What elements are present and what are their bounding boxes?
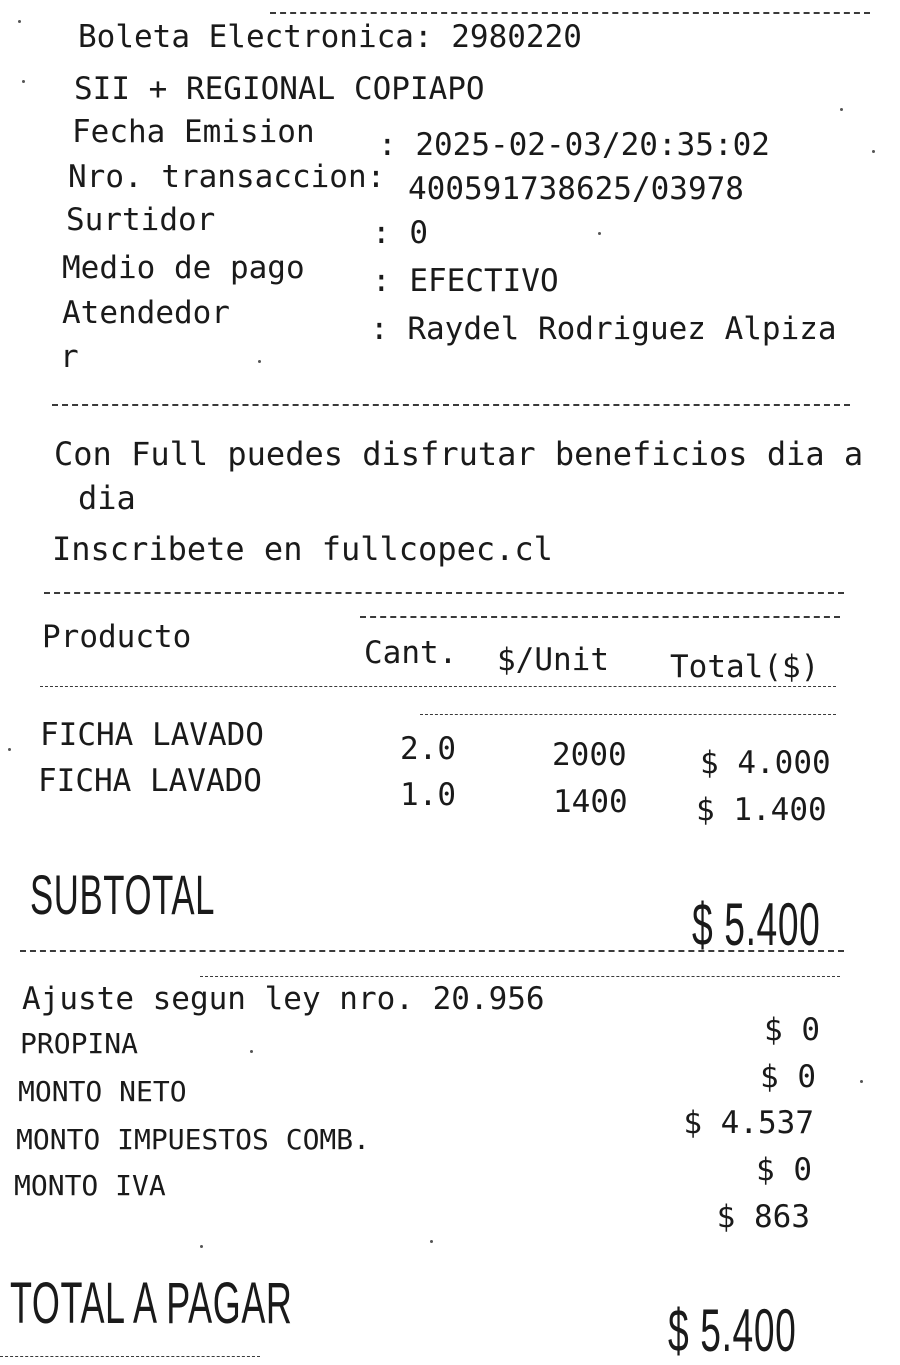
row-producto: FICHA LAVADO (40, 717, 264, 753)
transaccion-value: 400591738625/03978 (408, 171, 744, 207)
monto-iva-label: MONTO IVA (14, 1169, 166, 1202)
separator-3b (200, 976, 840, 977)
ajuste-label: Ajuste segun ley nro. 20.956 (22, 981, 545, 1017)
print-speck (598, 232, 601, 235)
adjust-value: $ 0 (756, 1152, 812, 1188)
print-speck (200, 1245, 203, 1248)
col-total: Total($) (670, 649, 820, 685)
row-cant: 2.0 (400, 731, 456, 767)
print-speck (8, 748, 11, 751)
adjust-value: $ 0 (764, 1012, 820, 1048)
separator-2b (360, 616, 840, 618)
row-producto: FICHA LAVADO (38, 763, 262, 799)
print-speck (840, 108, 843, 111)
print-speck (258, 360, 261, 363)
adjust-value: $ 0 (760, 1059, 816, 1095)
promo-line-wrap: dia (78, 479, 136, 517)
atendedor-wrap: r (60, 339, 79, 375)
promo-signup: Inscribete en fullcopec.cl (52, 530, 553, 568)
total-label: TOTAL A PAGAR (10, 1271, 293, 1336)
sii-office: SII + REGIONAL COPIAPO (74, 71, 485, 107)
separator-1 (52, 404, 850, 406)
monto-neto-label: MONTO NETO (18, 1075, 187, 1108)
row-unit: 1400 (553, 784, 628, 820)
top-separator (270, 12, 870, 14)
surtidor-value: : 0 (372, 215, 428, 251)
table-header-separator (40, 686, 836, 687)
row-total: $ 1.400 (696, 792, 827, 828)
separator-2 (44, 592, 844, 594)
print-speck (250, 1050, 253, 1053)
transaccion-label: Nro. transaccion: (68, 159, 386, 195)
bottom-separator (0, 1356, 260, 1357)
subtotal-value: $ 5.400 (692, 891, 821, 958)
row-unit: 2000 (552, 737, 627, 773)
propina-label: PROPINA (20, 1027, 139, 1060)
promo-line: Con Full puedes disfrutar beneficios dia a (54, 435, 864, 473)
print-speck (22, 80, 25, 83)
atendedor-label: Atendedor (62, 295, 230, 331)
boleta-number: Boleta Electronica: 2980220 (78, 19, 582, 55)
medio-pago-label: Medio de pago (62, 250, 305, 286)
monto-impuestos-label: MONTO IMPUESTOS COMB. (16, 1123, 371, 1156)
table-header-separator-2 (420, 714, 836, 715)
medio-pago-value: : EFECTIVO (372, 263, 559, 299)
row-cant: 1.0 (400, 777, 456, 813)
col-producto: Producto (42, 619, 192, 655)
adjust-value: $ 4.537 (683, 1105, 814, 1141)
print-speck (430, 1240, 433, 1243)
print-speck (860, 1080, 863, 1083)
adjust-value: $ 863 (716, 1199, 810, 1235)
print-speck (18, 20, 21, 23)
atendedor-value: : Raydel Rodriguez Alpiza (370, 311, 837, 347)
separator-3 (20, 950, 844, 952)
fecha-label: Fecha Emision (72, 114, 315, 150)
surtidor-label: Surtidor (66, 202, 216, 238)
col-cant: Cant. (364, 635, 458, 671)
fecha-value: : 2025-02-03/20:35:02 (378, 127, 770, 163)
row-total: $ 4.000 (700, 745, 831, 781)
total-value: $ 5.400 (668, 1297, 797, 1364)
col-unit: $/Unit (497, 642, 609, 678)
print-speck (872, 150, 875, 153)
subtotal-label: SUBTOTAL (30, 863, 216, 926)
